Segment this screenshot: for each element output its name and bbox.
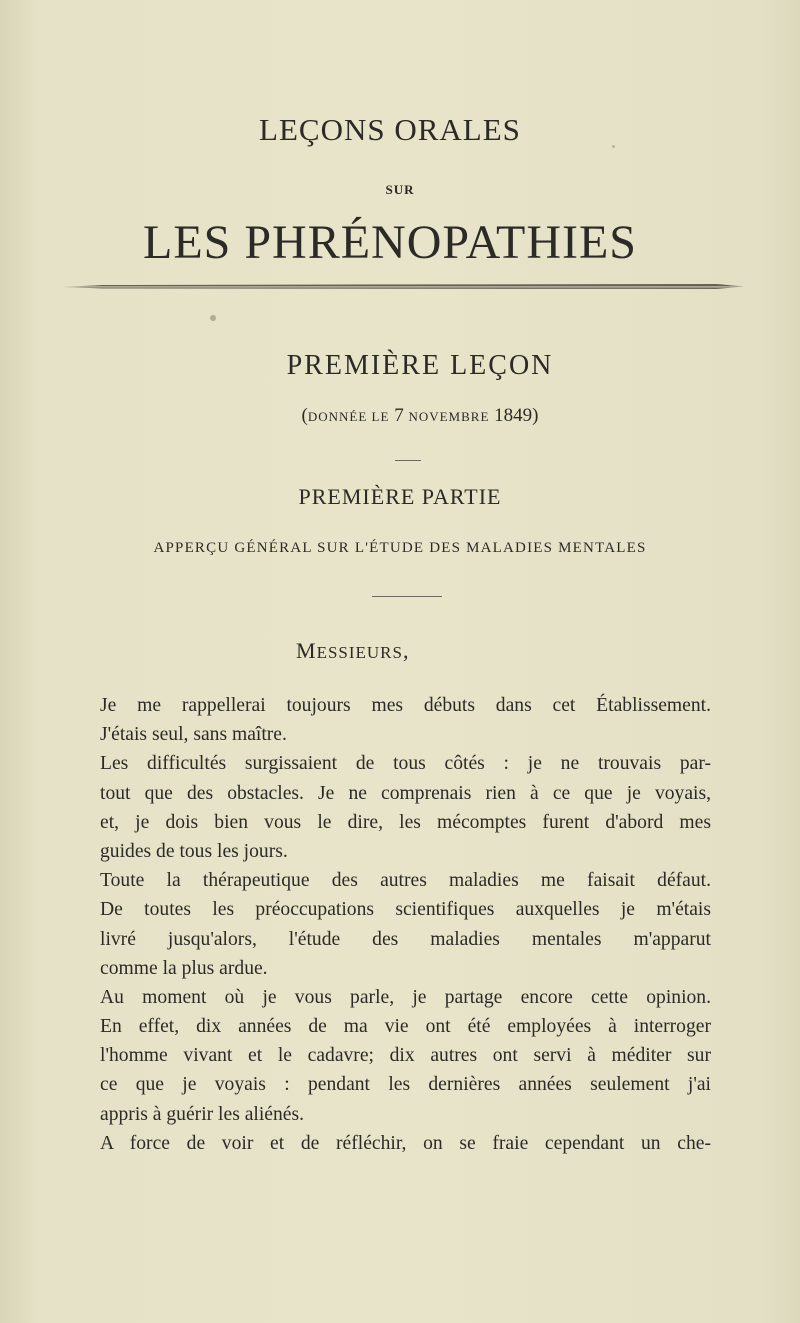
body-line: A force de voir et de réfléchir, on se fraie cependant un che- bbox=[100, 1132, 711, 1154]
body-line: J'étais seul, sans maître. bbox=[100, 724, 287, 746]
body-line: En effet, dix années de ma vie ont été employées à interroger bbox=[100, 1016, 711, 1038]
ink-speck bbox=[612, 145, 615, 148]
body-line: guides de tous les jours. bbox=[100, 840, 288, 862]
short-rule-1 bbox=[395, 460, 421, 461]
date-close-paren: ) bbox=[532, 405, 539, 426]
title-phrenopathies: LES PHRÉNOPATHIES bbox=[143, 216, 637, 269]
date-month: NOVEMBRE bbox=[408, 409, 490, 424]
body-line: livré jusqu'alors, l'étude des maladies mentales m'apparut bbox=[100, 928, 711, 950]
body-line: appris à guérir les aliénés. bbox=[100, 1103, 305, 1125]
part-subtitle: APPERÇU GÉNÉRAL SUR L'ÉTUDE DES MALADIES MENTALES bbox=[153, 540, 647, 556]
part-title: PREMIÈRE PARTIE bbox=[298, 484, 502, 509]
date-day: 7 bbox=[394, 405, 404, 426]
salutation-rest: ESSIEURS bbox=[316, 643, 403, 662]
lesson-date bbox=[20, 405, 800, 427]
body-line: De toutes les préoccupations scientifiques auxquelles je m'étais bbox=[100, 899, 711, 921]
body-line: l'homme vivant et le cadavre; dix autres ont servi à méditer sur bbox=[100, 1045, 711, 1067]
date-year: 1849 bbox=[494, 405, 533, 426]
body-text bbox=[100, 691, 711, 1158]
date-prefix: DONNÉE LE bbox=[307, 409, 390, 424]
salutation-initial: M bbox=[296, 638, 317, 663]
salutation bbox=[296, 638, 409, 664]
body-line: ce que je voyais : pendant les dernières années seulement j'ai bbox=[100, 1074, 711, 1096]
date-open-paren: ( bbox=[301, 405, 308, 426]
salutation-punct: , bbox=[402, 638, 410, 663]
body-line: et, je dois bien vous le dire, les mécomptes furent d'abord mes bbox=[100, 811, 711, 833]
body-line: comme la plus ardue. bbox=[100, 957, 268, 979]
title-rule bbox=[62, 284, 744, 289]
title-connector: SUR bbox=[385, 182, 415, 197]
body-line: Au moment où je vous parle, je partage encore cette opinion. bbox=[100, 986, 711, 1008]
body-line: Les difficultés surgissaient de tous côtés : je ne trouvais par- bbox=[100, 753, 711, 775]
body-line: Toute la thérapeutique des autres maladies me faisait défaut. bbox=[100, 870, 711, 892]
body-line: tout que des obstacles. Je ne comprenais rien à ce que je voyais, bbox=[100, 782, 711, 804]
title-lecons-orales: LEÇONS ORALES bbox=[259, 112, 521, 147]
lesson-title: PREMIÈRE LEÇON bbox=[286, 350, 554, 381]
body-line: Je me rappellerai toujours mes débuts dans cet Établissement. bbox=[100, 695, 711, 716]
ink-speck bbox=[210, 315, 216, 321]
short-rule-2 bbox=[372, 596, 442, 597]
